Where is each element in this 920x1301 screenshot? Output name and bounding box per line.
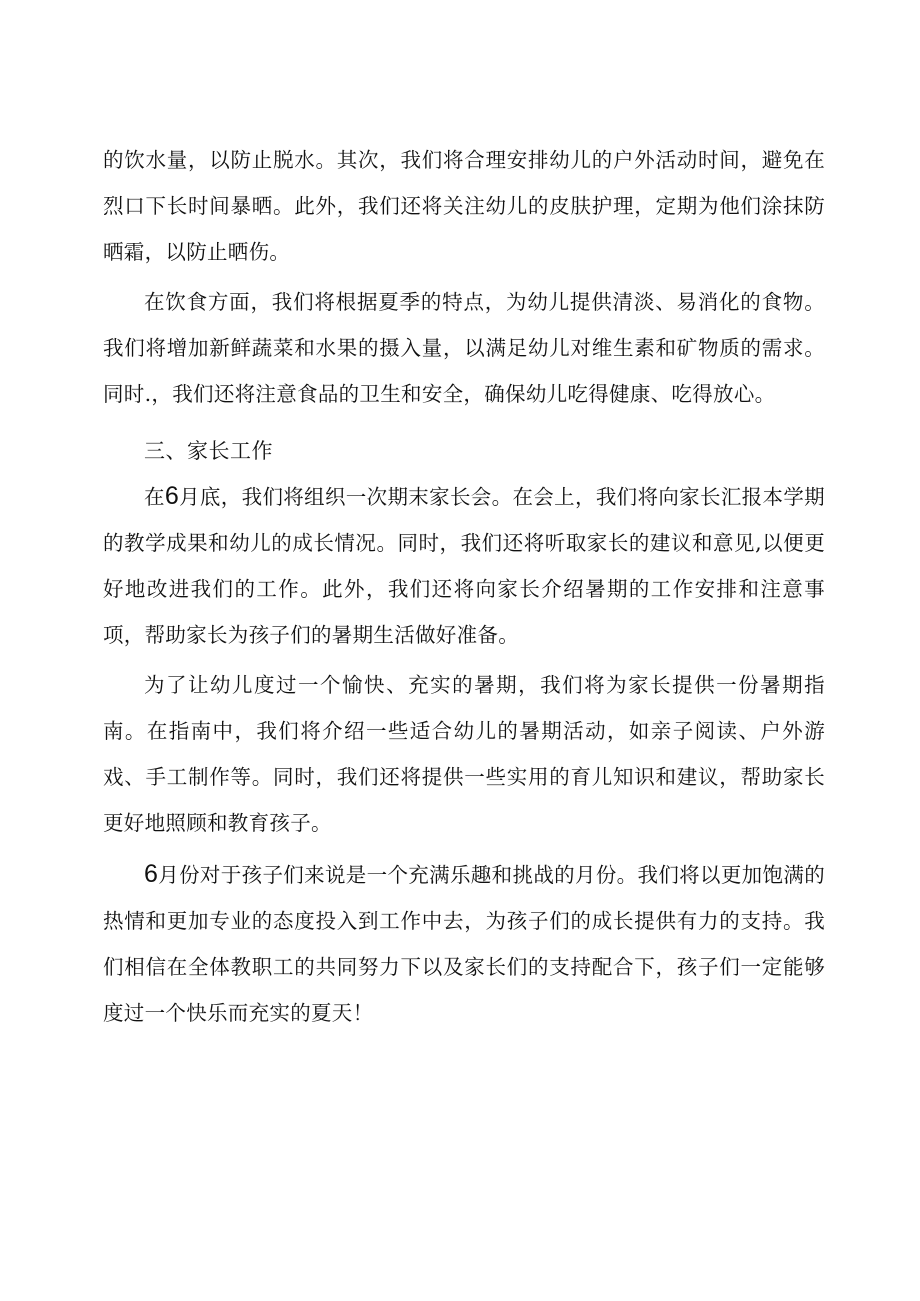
paragraph-hydration-sun-protection: 的饮水量，以防止脱水。其次，我们将合理安排幼儿的户外活动时间，避免在烈口下长时间暴晒。此外，我们还将关注幼儿的皮肤护理，定期为他们涂抹防晒霜，以防止晒伤。	[103, 148, 825, 264]
paragraph-parent-meeting	[103, 473, 825, 658]
paragraph-summer-guide: 为了让幼儿度过一个愉快、充实的暑期，我们将为家长提供一份暑期指南。在指南中，我们将介绍一些适合幼儿的暑期活动，如亲子阅读、户外游戏、手工制作等。同时，我们还将提供一些实用的育儿知识和建议，帮助家长更好地照顾和教育孩子。	[103, 673, 825, 835]
paragraph-parent-meeting-prefix: 在	[144, 485, 165, 509]
section-heading-parent-work: 三、家长工作	[144, 439, 273, 463]
paragraph-conclusion-text: 月份对于孩子们来说是一个充满乐趣和挑战的月份。我们将以更加饱满的热情和更加专业的态度投入到工作中去，为孩子们的成长提供有力的支持。我们相信在全体教职工的共同努力下以及家长们的支持配合下，孩子们一定能够度过一个快乐而充实的夏天！	[103, 863, 825, 1025]
paragraph-parent-meeting-text: 月底，我们将组织一次期末家长会。在会上，我们将向家长汇报本学期的教学成果和幼儿的成长情况。同时，我们还将听取家长的建议和意见,以便更好地改进我们的工作。此外，我们还将向家长介绍暑期的工作安排和注意事项，帮助家长为孩子们的暑期生活做好准备。	[103, 485, 825, 647]
paragraph-diet: 在饮食方面，我们将根据夏季的特点，为幼儿提供清淡、易消化的食物。我们将增加新鲜蔬菜和水果的摄入量，以满足幼儿对维生素和矿物质的需求。同时.，我们还将注意食品的卫生和安全，确保幼儿吃得健康、吃得放心。	[103, 290, 825, 406]
paragraph-conclusion	[103, 851, 825, 1036]
month-number: 6	[144, 860, 159, 888]
month-number: 6	[164, 482, 180, 510]
